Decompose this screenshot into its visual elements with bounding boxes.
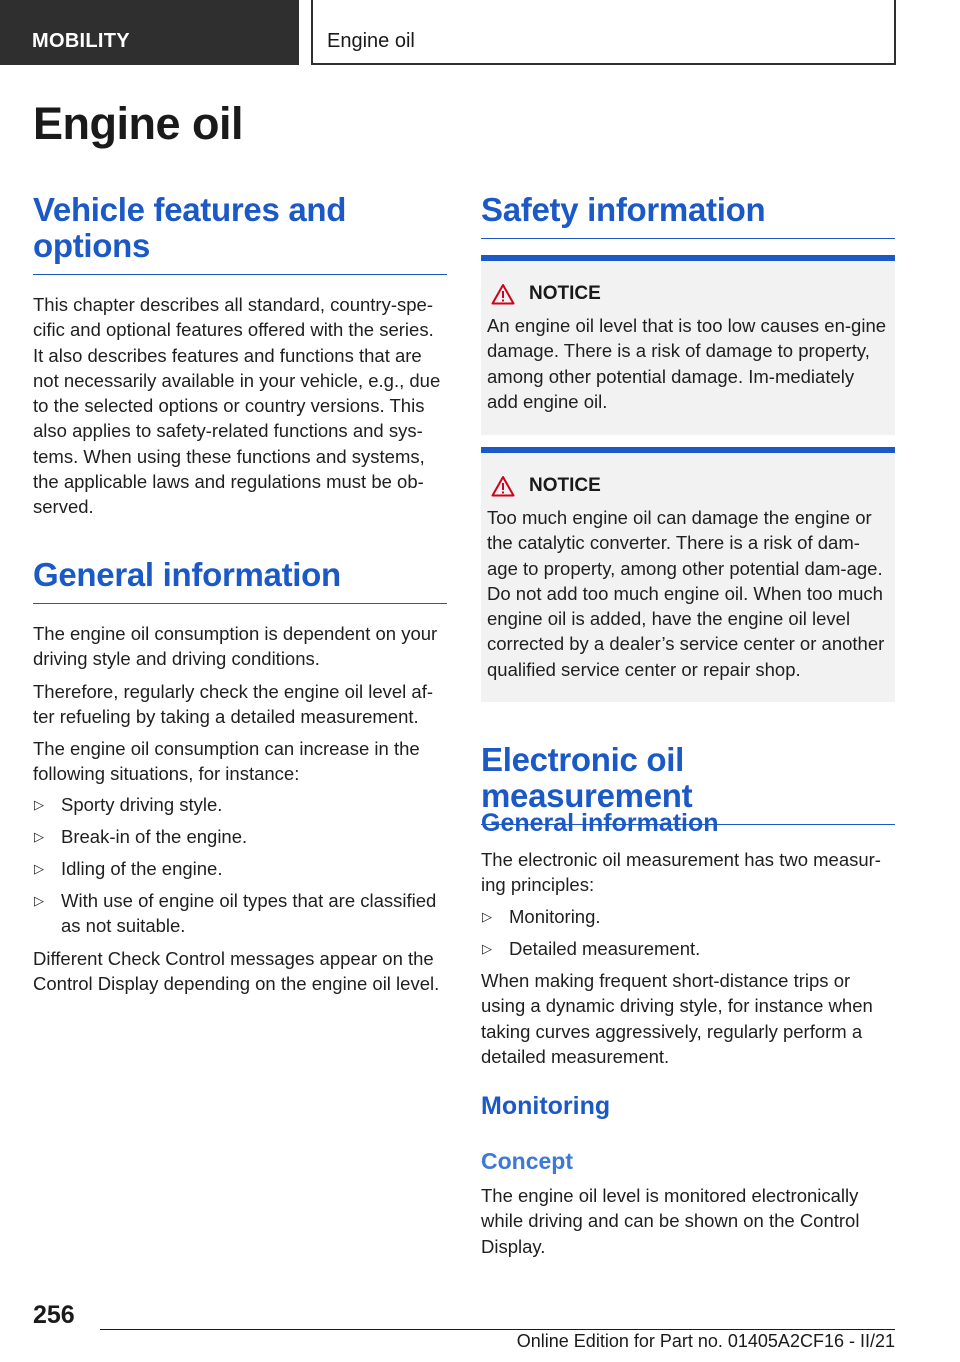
notice-label: NOTICE	[529, 283, 601, 304]
list-item-text: Break-in of the engine.	[61, 826, 248, 847]
header-chapter-label: Engine oil	[327, 30, 415, 52]
list-item-text: Detailed measurement.	[509, 938, 701, 959]
vehicle-features-text: This chapter describes all standard, country-spe-cific and optional features offered with the series. It also describes features and functions that are not necessarily available in your vehicle, e.g., due to the selected options or country versions. This also applies to safety-related functions and sys-tems. When using these functions and systems, the applicable laws and regulations must be ob-served.	[33, 294, 441, 518]
list-item	[481, 904, 897, 929]
notice-header	[491, 283, 887, 305]
bullet-triangle-icon: ▷	[482, 909, 492, 924]
subheading-concept: Concept	[481, 1148, 573, 1174]
heading-general-information: General information	[33, 557, 447, 604]
page-title: Engine oil	[33, 98, 244, 149]
footer-divider	[100, 1329, 895, 1330]
notice-box	[481, 255, 895, 435]
bullet-triangle-icon: ▷	[482, 941, 492, 956]
list-item	[481, 936, 897, 961]
notice-header	[491, 475, 887, 497]
warning-triangle-icon	[491, 283, 515, 305]
notice-text: An engine oil level that is too low causes en-gine damage. There is a risk of damage to property, among other potential damage. Im-mediately add engine oil.	[487, 315, 887, 412]
notice-box	[481, 447, 895, 702]
electronic-para-2: When making frequent short-distance trips or using a dynamic driving style, for instance when taking curves aggressively, regularly perform a detailed measurement.	[481, 970, 873, 1067]
concept-para: The engine oil level is monitored electronically while driving and can be shown on the Control Display.	[481, 1185, 860, 1257]
general-info-para-4: Different Check Control messages appear on the Control Display depending on the engine oil level.	[33, 948, 440, 995]
notice-text: Too much engine oil can damage the engine or the catalytic converter. There is a risk of dam-age to property, among other potential dam-age. Do not add too much engine oil. When too much engine oil is added, have the engine oil level corrected by a dealer’s service center or another qualified service center or repair shop.	[487, 507, 885, 680]
list-item	[33, 888, 449, 939]
general-info-para-2: Therefore, regularly check the engine oil level af-ter refueling by taking a detailed measurement.	[33, 681, 434, 728]
subheading-general-information: General information	[481, 809, 719, 837]
warning-triangle-icon	[491, 475, 515, 497]
list-item	[33, 824, 449, 849]
general-info-para-1: The engine oil consumption is dependent on your driving style and driving conditions.	[33, 623, 438, 670]
header-section-tab	[0, 0, 299, 65]
heading-safety-information: Safety information	[481, 192, 895, 239]
bullet-triangle-icon: ▷	[34, 861, 44, 876]
list-item-text: Monitoring.	[509, 906, 601, 927]
list-item	[33, 792, 449, 817]
heading-vehicle-features: Vehicle features and options	[33, 192, 447, 275]
page-number: 256	[33, 1301, 75, 1329]
bullet-triangle-icon: ▷	[34, 893, 44, 908]
header-chapter-tab	[311, 0, 896, 65]
bullet-triangle-icon: ▷	[34, 797, 44, 812]
list-item-text: With use of engine oil types that are classified as not suitable.	[61, 890, 437, 937]
notice-label: NOTICE	[529, 475, 601, 496]
electronic-para-1: The electronic oil measurement has two measur-ing principles:	[481, 849, 881, 896]
list-item	[33, 856, 449, 881]
list-item-text: Sporty driving style.	[61, 794, 223, 815]
header-section-label: MOBILITY	[32, 30, 130, 52]
bullet-triangle-icon: ▷	[34, 829, 44, 844]
heading-electronic-oil-measurement: Electronic oil measurement	[481, 742, 895, 825]
footer-edition-text: Online Edition for Part no. 01405A2CF16 - II/21	[516, 1331, 895, 1351]
list-item-text: Idling of the engine.	[61, 858, 223, 879]
subheading-monitoring: Monitoring	[481, 1092, 611, 1120]
general-info-para-3: The engine oil consumption can increase in the following situations, for instance:	[33, 738, 420, 785]
